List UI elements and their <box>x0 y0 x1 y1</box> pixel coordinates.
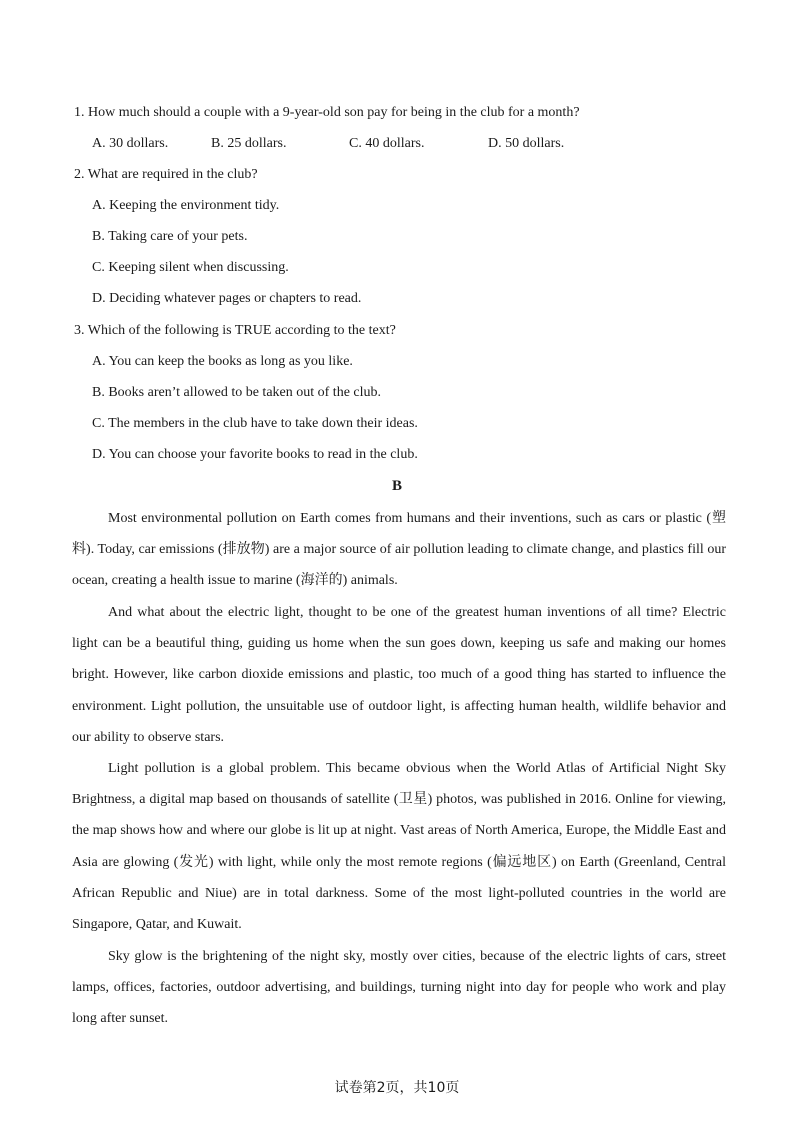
passage-paragraph-4: Sky glow is the brightening of the night sky, mostly over cities, because of the electric lights of cars, street lamps, offices, factories, outdoor advertising, and buildings, turning night into day for people who work and play long after sunset. <box>72 949 726 1027</box>
section-title: B <box>391 478 402 494</box>
option-b: B. Books aren’t allowed to be taken out of the club. <box>92 385 382 400</box>
option-c: C. Keeping silent when discussing. <box>92 260 289 275</box>
page-footer: 试卷第2页，共10页 <box>334 1080 460 1096</box>
option-d: D. 50 dollars. <box>488 136 565 151</box>
option-a: A. You can keep the books as long as you like. <box>92 354 353 369</box>
option-d: D. Deciding whatever pages or chapters to read. <box>92 291 362 306</box>
question-1: 1. How much should a couple with a 9-year-old son pay for being in the club for a month? <box>74 105 580 120</box>
option-a: A. 30 dollars. <box>92 136 169 151</box>
question-2: 2. What are required in the club? <box>74 167 258 182</box>
passage-paragraph-1: Most environmental pollution on Earth comes from humans and their inventions, such as cars or plastic (塑料). Today, car emissions (排放物) are a major source of air pollution leading to climate change, and plastics fill our ocean, creating a health issue to marine (海洋的) animals. <box>72 511 726 589</box>
question-3: 3. Which of the following is TRUE according to the text? <box>74 323 396 338</box>
option-d: D. You can choose your favorite books to read in the club. <box>92 447 418 462</box>
passage-paragraph-2: And what about the electric light, thought to be one of the greatest human inventions of all time? Electric light can be a beautiful thing, guiding us home when the sun goes down, keeping us safe and making our homes bright. However, like carbon dioxide emissions and plastic, too much of a good thing has started to influence the environment. Light pollution, the unsuitable use of outdoor light, is affecting human health, wildlife behavior and our ability to observe stars. <box>72 605 726 745</box>
option-c: C. 40 dollars. <box>349 136 425 151</box>
option-a: A. Keeping the environment tidy. <box>92 198 280 213</box>
option-c: C. The members in the club have to take down their ideas. <box>92 416 418 431</box>
option-b: B. 25 dollars. <box>211 136 287 151</box>
passage-paragraph-3: Light pollution is a global problem. This became obvious when the World Atlas of Artificial Night Sky Brightness, a digital map based on thousands of satellite (卫星) photos, was published in 2016. Online for viewing, the map shows how and where our globe is lit up at night. Vast areas of North America, Europe, the Middle East and Asia are glowing (发光) with light, while only the most remote regions (偏远地区) on Earth (Greenland, Central African Republic and Niue) are in total darkness. Some of the most light-polluted countries in the world are Singapore, Qatar, and Kuwait. <box>72 761 726 933</box>
option-b: B. Taking care of your pets. <box>92 229 248 244</box>
